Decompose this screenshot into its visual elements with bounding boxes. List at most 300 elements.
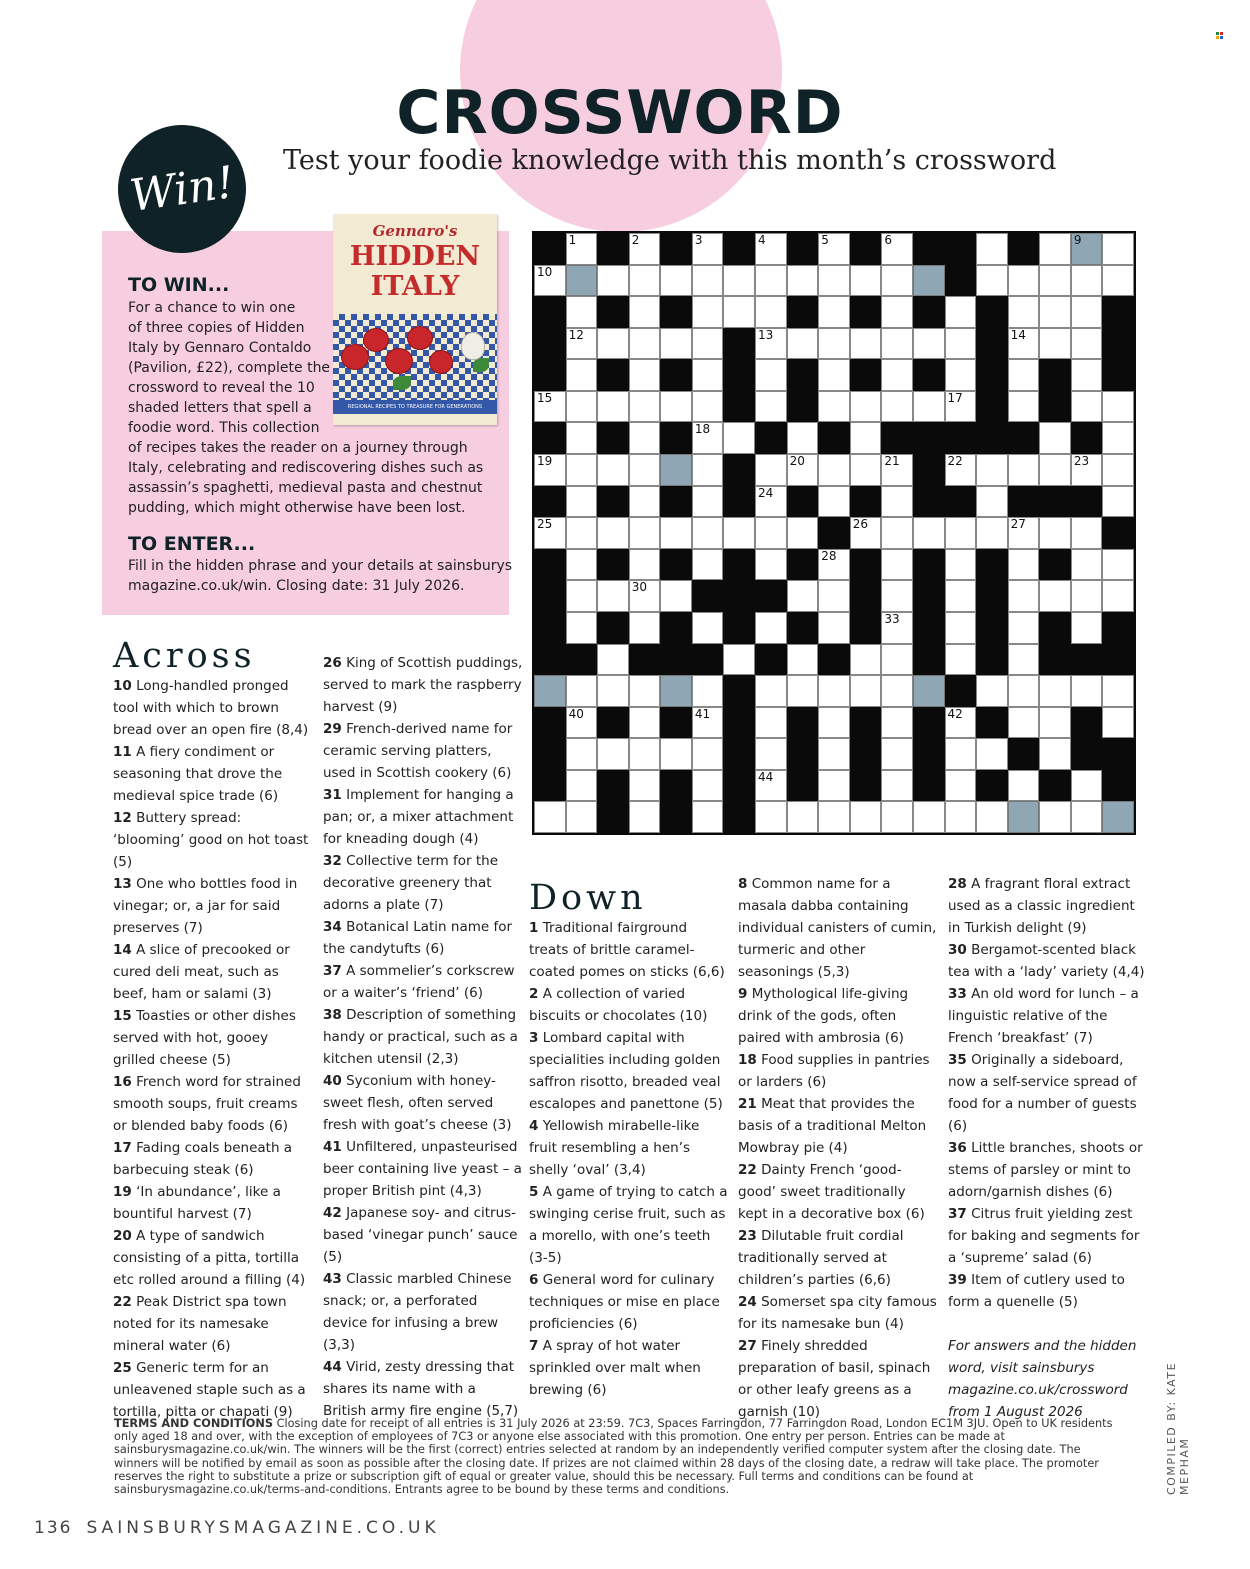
grid-cell[interactable] <box>818 296 850 328</box>
clue: 11 A fiery condiment or seasoning that drove the medieval spice trade (6) <box>113 744 283 804</box>
clue-number: 44 <box>758 769 774 784</box>
grid-cell[interactable] <box>1102 233 1134 265</box>
grid-cell[interactable] <box>881 265 913 297</box>
grid-cell[interactable] <box>755 486 787 518</box>
clue: 40 Syconium with honey-sweet flesh, often served fresh with goat’s cheese (3) <box>323 1073 512 1133</box>
grid-cell[interactable] <box>629 612 661 644</box>
grid-cell[interactable] <box>692 675 724 707</box>
grid-cell[interactable] <box>755 328 787 360</box>
grid-cell[interactable] <box>787 801 819 833</box>
clue-number: 22 <box>947 454 963 469</box>
grid-cell[interactable] <box>976 265 1008 297</box>
grid-cell[interactable] <box>597 675 629 707</box>
grid-cell[interactable] <box>1102 391 1134 423</box>
grid-cell[interactable] <box>818 486 850 518</box>
grid-cell[interactable] <box>566 707 598 739</box>
grid-cell[interactable] <box>1039 233 1071 265</box>
grid-cell[interactable] <box>945 454 977 486</box>
grid-cell[interactable] <box>1071 454 1103 486</box>
clue-number: 33 <box>884 611 900 626</box>
grid-cell[interactable] <box>755 517 787 549</box>
grid-cell[interactable] <box>850 454 882 486</box>
grid-cell[interactable] <box>1071 359 1103 391</box>
garlic-icon <box>461 332 485 360</box>
grid-cell[interactable] <box>597 328 629 360</box>
grid-cell[interactable] <box>787 644 819 676</box>
grid-cell[interactable] <box>881 612 913 644</box>
grid-cell[interactable] <box>850 517 882 549</box>
clue: 20 A type of sandwich consisting of a pitta, tortilla etc rolled around a filling (4) <box>113 1228 306 1288</box>
grid-cell[interactable] <box>566 675 598 707</box>
grid-cell[interactable] <box>566 612 598 644</box>
grid-cell[interactable] <box>881 517 913 549</box>
grid-cell[interactable] <box>629 549 661 581</box>
grid-cell[interactable] <box>945 770 977 802</box>
grid-cell[interactable] <box>660 328 692 360</box>
grid-cell[interactable] <box>723 422 755 454</box>
grid-cell[interactable] <box>818 549 850 581</box>
clue-number: 12 <box>568 327 584 342</box>
grid-cell[interactable] <box>1039 707 1071 739</box>
grid-cell[interactable] <box>1008 296 1040 328</box>
grid-cell[interactable] <box>723 517 755 549</box>
clue: 14 A slice of precooked or cured deli meat, such as beef, ham or salami (3) <box>113 942 290 1002</box>
clue: 43 Classic marbled Chinese snack; or, a perforated device for infusing a brew (3,3) <box>323 1271 512 1353</box>
grid-cell[interactable] <box>629 422 661 454</box>
clue-number: 9 <box>1073 233 1082 247</box>
clue: 25 Generic term for an unleavened staple such as a tortilla, pitta or chapati (9) <box>113 1360 306 1420</box>
grid-cell[interactable] <box>945 580 977 612</box>
grid-cell[interactable] <box>692 391 724 423</box>
grid-cell[interactable] <box>850 801 882 833</box>
grid-cell[interactable] <box>976 738 1008 770</box>
shaded-cell[interactable] <box>566 265 598 297</box>
grid-cell[interactable] <box>566 580 598 612</box>
grid-cell[interactable] <box>850 265 882 297</box>
grid-cell[interactable] <box>755 454 787 486</box>
to-win-heading: TO WIN... <box>128 274 230 296</box>
grid-cell[interactable] <box>881 738 913 770</box>
grid-cell[interactable] <box>1008 644 1040 676</box>
grid-cell[interactable] <box>629 770 661 802</box>
grid-cell[interactable] <box>1102 549 1134 581</box>
clue-number: 24 <box>758 485 774 500</box>
shaded-cell[interactable] <box>913 675 945 707</box>
grid-cell[interactable] <box>787 265 819 297</box>
clue: 9 Mythological life-giving drink of the gods, often paired with ambrosia (6) <box>738 986 909 1046</box>
clue: 1 Traditional fairground treats of brittle caramel-coated pomes on sticks (6,6) <box>529 920 725 980</box>
grid-cell[interactable] <box>629 738 661 770</box>
grid-cell[interactable] <box>945 644 977 676</box>
grid-cell[interactable] <box>755 296 787 328</box>
grid-cell[interactable] <box>1071 675 1103 707</box>
win-badge: Win! <box>110 117 255 262</box>
grid-cell[interactable] <box>692 801 724 833</box>
grid-cell[interactable] <box>566 486 598 518</box>
grid-cell[interactable] <box>787 580 819 612</box>
down-clues-column-2 <box>738 873 938 1423</box>
tomato-icon <box>407 326 433 350</box>
grid-cell[interactable] <box>881 454 913 486</box>
grid-cell[interactable] <box>787 328 819 360</box>
grid-cell[interactable] <box>755 549 787 581</box>
grid-cell[interactable] <box>566 391 598 423</box>
grid-cell[interactable] <box>1039 517 1071 549</box>
grid-cell[interactable] <box>692 454 724 486</box>
clue-number: 25 <box>537 517 553 532</box>
grid-cell[interactable] <box>881 644 913 676</box>
grid-cell[interactable] <box>818 328 850 360</box>
clue: 5 A game of trying to catch a swinging cerise fruit, such as a morello, with one’s teeth (3-5) <box>529 1184 728 1266</box>
clue: 39 Item of cutlery used to form a quenelle (5) <box>948 1272 1125 1310</box>
grid-cell[interactable] <box>629 707 661 739</box>
clue-number: 13 <box>758 327 774 342</box>
grid-cell[interactable] <box>629 580 661 612</box>
down-clues-column-1 <box>529 917 729 1401</box>
grid-cell[interactable] <box>1008 612 1040 644</box>
grid-cell[interactable] <box>534 517 566 549</box>
grid-cell[interactable] <box>1008 328 1040 360</box>
corner-logo-icon <box>1216 32 1223 39</box>
grid-cell[interactable] <box>818 233 850 265</box>
grid-cell[interactable] <box>818 675 850 707</box>
grid-cell[interactable] <box>597 644 629 676</box>
site-url: SAINSBURYSMAGAZINE.CO.UK <box>86 1518 440 1538</box>
grid-cell[interactable] <box>1071 265 1103 297</box>
grid-cell[interactable] <box>692 612 724 644</box>
grid-cell[interactable] <box>881 296 913 328</box>
grid-cell[interactable] <box>913 517 945 549</box>
grid-cell[interactable] <box>945 801 977 833</box>
grid-cell[interactable] <box>629 359 661 391</box>
grid-cell[interactable] <box>945 391 977 423</box>
grid-cell[interactable] <box>1039 265 1071 297</box>
grid-cell[interactable] <box>976 486 1008 518</box>
grid-cell[interactable] <box>1102 422 1134 454</box>
clue: 29 French-derived name for ceramic serving platters, used in Scottish cookery (6) <box>323 721 513 781</box>
clue: 7 A spray of hot water sprinkled over malt when brewing (6) <box>529 1338 701 1398</box>
grid-cell[interactable] <box>1039 580 1071 612</box>
grid-cell[interactable] <box>660 738 692 770</box>
grid-cell[interactable] <box>818 738 850 770</box>
grid-cell[interactable] <box>1071 328 1103 360</box>
grid-cell[interactable] <box>534 265 566 297</box>
answers-note: For answers and the hidden word, visit sainsburys magazine.co.uk/crossword from 1 August 2026 <box>948 1338 1137 1420</box>
grid-cell[interactable] <box>881 391 913 423</box>
grid-cell[interactable] <box>755 612 787 644</box>
grid-cell[interactable] <box>913 801 945 833</box>
across-clues-column-2 <box>323 652 523 1422</box>
grid-cell[interactable] <box>629 233 661 265</box>
grid-cell[interactable] <box>818 580 850 612</box>
grid-cell[interactable] <box>1039 801 1071 833</box>
grid-cell[interactable] <box>629 517 661 549</box>
clue: 22 Dainty French ‘good-good’ sweet traditionally kept in a decorative box (6) <box>738 1162 925 1222</box>
grid-cell[interactable] <box>566 296 598 328</box>
grid-cell[interactable] <box>660 580 692 612</box>
grid-cell[interactable] <box>818 454 850 486</box>
grid-cell[interactable] <box>818 265 850 297</box>
grid-cell[interactable] <box>597 517 629 549</box>
page-footer <box>34 1518 440 1538</box>
clue: 26 King of Scottish puddings, served to mark the raspberry harvest (9) <box>323 655 523 715</box>
clue-number: 6 <box>884 233 892 247</box>
grid-cell[interactable] <box>566 328 598 360</box>
grid-cell[interactable] <box>881 486 913 518</box>
grid-cell[interactable] <box>1071 580 1103 612</box>
grid-cell[interactable] <box>629 454 661 486</box>
grid-cell[interactable] <box>1071 517 1103 549</box>
grid-cell[interactable] <box>913 328 945 360</box>
grid-cell[interactable] <box>1008 517 1040 549</box>
clue-number: 19 <box>537 454 553 469</box>
grid-cell[interactable] <box>1039 738 1071 770</box>
grid-cell[interactable] <box>913 391 945 423</box>
grid-cell[interactable] <box>881 801 913 833</box>
grid-cell[interactable] <box>881 328 913 360</box>
clue: 34 Botanical Latin name for the candytufts (6) <box>323 919 513 957</box>
clue: 38 Description of something handy or practical, such as a kitchen utensil (2,3) <box>323 1007 518 1067</box>
grid-cell[interactable] <box>1071 549 1103 581</box>
clue: 16 French word for strained smooth soups, fruit creams or blended baby foods (6) <box>113 1074 301 1134</box>
grid-cell[interactable] <box>881 233 913 265</box>
grid-cell[interactable] <box>881 549 913 581</box>
grid-cell[interactable] <box>566 549 598 581</box>
grid-cell[interactable] <box>692 707 724 739</box>
clue: 18 Food supplies in pantries or larders (6) <box>738 1052 930 1090</box>
grid-cell[interactable] <box>976 233 1008 265</box>
grid-cell[interactable] <box>1008 265 1040 297</box>
grid-cell[interactable] <box>818 707 850 739</box>
shaded-cell[interactable] <box>660 454 692 486</box>
grid-cell[interactable] <box>1008 675 1040 707</box>
clue: 24 Somerset spa city famous for its namesake bun (4) <box>738 1294 937 1332</box>
clue: 31 Implement for hanging a pan; or, a mixer attachment for kneading dough (4) <box>323 787 514 847</box>
grid-cell[interactable] <box>597 391 629 423</box>
grid-cell[interactable] <box>945 549 977 581</box>
grid-cell[interactable] <box>945 738 977 770</box>
grid-cell[interactable] <box>597 454 629 486</box>
grid-cell[interactable] <box>534 801 566 833</box>
grid-cell[interactable] <box>1102 675 1134 707</box>
terms-and-conditions: TERMS AND CONDITIONS Closing date for receipt of all entries is 31 July 2026 at 23:59. 7C3, Spaces Farringdon, 77 Farringdon Road, London EC1M 3JU. Open to UK residents only aged 18 and over, with the exception of employees of 7C3 or anyone else associated with this promotion. One entry per person. Entries can be made at sainsburysmagazine.co.uk/win. The winners will be the first (correct) entries selected at random by an independently verified computer system after the closing date. The winners will be notified by email as soon as possible after the closing date. If prizes are not claimed within 28 days of the closing date, a redraw will take place. The promoter reserves the right to substitute a prize or subscription gift of equal or greater value, should this be necessary. Full terms and conditions can be found at sainsburysmagazine.co.uk/terms-and-conditions. Entrants agree to be bound by these terms and conditions. <box>114 1417 1113 1497</box>
grid-cell[interactable] <box>1071 296 1103 328</box>
grid-cell[interactable] <box>850 644 882 676</box>
tomato-icon <box>341 344 369 370</box>
grid-cell[interactable] <box>850 391 882 423</box>
grid-cell[interactable] <box>1102 454 1134 486</box>
grid-cell[interactable] <box>1071 801 1103 833</box>
shaded-cell[interactable] <box>1008 801 1040 833</box>
grid-cell[interactable] <box>1039 328 1071 360</box>
shaded-cell[interactable] <box>1102 801 1134 833</box>
clue: 30 Bergamot-scented black tea with a ‘lady’ variety (4,4) <box>948 942 1145 980</box>
grid-cell[interactable] <box>692 486 724 518</box>
grid-cell[interactable] <box>629 296 661 328</box>
grid-cell[interactable] <box>629 486 661 518</box>
shaded-cell[interactable] <box>534 675 566 707</box>
grid-cell[interactable] <box>692 359 724 391</box>
grid-cell[interactable] <box>787 454 819 486</box>
grid-cell[interactable] <box>818 359 850 391</box>
grid-cell[interactable] <box>723 644 755 676</box>
grid-cell[interactable] <box>818 391 850 423</box>
grid-cell[interactable] <box>787 422 819 454</box>
grid-cell[interactable] <box>692 265 724 297</box>
clue-number: 18 <box>694 422 711 437</box>
tomato-icon <box>385 348 413 374</box>
down-clues-column-3 <box>948 873 1148 1423</box>
grid-cell[interactable] <box>566 770 598 802</box>
clue-number: 4 <box>758 233 766 247</box>
shaded-cell[interactable] <box>1071 233 1103 265</box>
grid-cell[interactable] <box>755 770 787 802</box>
clue-number: 15 <box>537 390 553 405</box>
grid-cell[interactable] <box>692 233 724 265</box>
grid-cell[interactable] <box>755 265 787 297</box>
grid-cell[interactable] <box>818 612 850 644</box>
grid-cell[interactable] <box>692 770 724 802</box>
grid-cell[interactable] <box>755 707 787 739</box>
grid-cell[interactable] <box>945 707 977 739</box>
grid-cell[interactable] <box>787 517 819 549</box>
grid-cell[interactable] <box>534 391 566 423</box>
clue: 8 Common name for a masala dabba containing individual canisters of cumin, turmeric and other seasonings (5,3) <box>738 876 937 980</box>
clue-number: 21 <box>884 454 900 469</box>
grid-cell[interactable] <box>1008 359 1040 391</box>
grid-cell[interactable] <box>566 359 598 391</box>
grid-cell[interactable] <box>818 770 850 802</box>
grid-cell[interactable] <box>692 296 724 328</box>
grid-cell[interactable] <box>976 454 1008 486</box>
grid-cell[interactable] <box>1102 486 1134 518</box>
grid-cell[interactable] <box>660 391 692 423</box>
grid-cell[interactable] <box>755 675 787 707</box>
clue-number: 14 <box>1010 327 1026 342</box>
grid-cell[interactable] <box>692 549 724 581</box>
clue: 36 Little branches, shoots or stems of parsley or mint to adorn/garnish dishes (6) <box>948 1140 1143 1200</box>
grid-cell[interactable] <box>629 328 661 360</box>
grid-cell[interactable] <box>755 391 787 423</box>
grid-cell[interactable] <box>976 675 1008 707</box>
clue: 41 Unfiltered, unpasteurised beer containing live yeast – a proper British pint (4,3) <box>323 1139 522 1199</box>
grid-cell[interactable] <box>566 517 598 549</box>
grid-cell[interactable] <box>692 517 724 549</box>
book-cover <box>333 214 497 425</box>
grid-cell[interactable] <box>881 675 913 707</box>
grid-cell[interactable] <box>787 675 819 707</box>
grid-cell[interactable] <box>850 422 882 454</box>
grid-cell[interactable] <box>1071 770 1103 802</box>
grid-cell[interactable] <box>629 801 661 833</box>
clue: 12 Buttery spread: ‘blooming’ good on hot toast (5) <box>113 810 309 870</box>
grid-cell[interactable] <box>566 454 598 486</box>
grid-cell[interactable] <box>692 328 724 360</box>
clue: 44 Virid, zesty dressing that shares its name with a British army fire engine (5,7) <box>323 1359 519 1419</box>
grid-cell[interactable] <box>755 233 787 265</box>
grid-cell[interactable] <box>566 801 598 833</box>
grid-cell[interactable] <box>1102 580 1134 612</box>
grid-cell[interactable] <box>692 738 724 770</box>
grid-cell[interactable] <box>1008 770 1040 802</box>
grid-cell[interactable] <box>881 770 913 802</box>
crossword-grid <box>532 231 1136 835</box>
shaded-cell[interactable] <box>660 675 692 707</box>
grid-cell[interactable] <box>945 359 977 391</box>
grid-cell[interactable] <box>629 265 661 297</box>
clue: 15 Toasties or other dishes served with hot, gooey grilled cheese (5) <box>113 1008 296 1068</box>
grid-cell[interactable] <box>1039 422 1071 454</box>
grid-cell[interactable] <box>597 580 629 612</box>
clue: 3 Lombard capital with specialities including golden saffron risotto, breaded veal escalopes and panettone (5) <box>529 1030 723 1112</box>
grid-cell[interactable] <box>945 328 977 360</box>
book-tagline: REGIONAL RECIPES TO TREASURE FOR GENERATIONS <box>333 400 497 414</box>
grid-cell[interactable] <box>1102 707 1134 739</box>
grid-cell[interactable] <box>692 422 724 454</box>
grid-cell[interactable] <box>1008 707 1040 739</box>
grid-cell[interactable] <box>1008 391 1040 423</box>
grid-cell[interactable] <box>1071 391 1103 423</box>
clue-number: 2 <box>631 233 640 247</box>
grid-cell[interactable] <box>976 517 1008 549</box>
grid-cell[interactable] <box>1039 675 1071 707</box>
grid-cell[interactable] <box>976 801 1008 833</box>
grid-cell[interactable] <box>1008 454 1040 486</box>
grid-cell[interactable] <box>1008 549 1040 581</box>
grid-cell[interactable] <box>850 675 882 707</box>
grid-cell[interactable] <box>755 359 787 391</box>
grid-cell[interactable] <box>629 675 661 707</box>
grid-cell[interactable] <box>1039 454 1071 486</box>
grid-cell[interactable] <box>1039 296 1071 328</box>
page-subtitle: Test your foodie knowledge with this month’s crossword <box>283 145 1057 176</box>
grid-cell[interactable] <box>1102 265 1134 297</box>
grid-cell[interactable] <box>881 359 913 391</box>
grid-cell[interactable] <box>881 580 913 612</box>
grid-cell[interactable] <box>534 454 566 486</box>
grid-cell[interactable] <box>660 517 692 549</box>
grid-cell[interactable] <box>597 738 629 770</box>
clue: 6 General word for culinary techniques or mise en place proficiencies (6) <box>529 1272 720 1332</box>
shaded-cell[interactable] <box>913 265 945 297</box>
clue: 32 Collective term for the decorative greenery that adorns a plate (7) <box>323 853 498 913</box>
grid-cell[interactable] <box>945 296 977 328</box>
grid-cell[interactable] <box>723 296 755 328</box>
grid-cell[interactable] <box>566 422 598 454</box>
grid-cell[interactable] <box>566 738 598 770</box>
grid-cell[interactable] <box>818 801 850 833</box>
grid-cell[interactable] <box>723 265 755 297</box>
grid-cell[interactable] <box>1071 612 1103 644</box>
grid-cell[interactable] <box>597 265 629 297</box>
clue-number: 27 <box>1010 517 1026 532</box>
grid-cell[interactable] <box>945 517 977 549</box>
grid-cell[interactable] <box>1008 580 1040 612</box>
grid-cell[interactable] <box>881 707 913 739</box>
grid-cell[interactable] <box>755 738 787 770</box>
clue-number: 10 <box>537 264 553 279</box>
grid-cell[interactable] <box>850 328 882 360</box>
clue: 37 Citrus fruit yielding zest for baking and segments for a ‘supreme’ salad (6) <box>948 1206 1140 1266</box>
page-number: 136 <box>34 1518 73 1538</box>
grid-cell[interactable] <box>629 391 661 423</box>
grid-cell[interactable] <box>660 265 692 297</box>
clue-number: 3 <box>694 233 703 247</box>
grid-cell[interactable] <box>566 233 598 265</box>
grid-cell[interactable] <box>755 801 787 833</box>
grid-cell[interactable] <box>945 612 977 644</box>
clue-number: 26 <box>852 517 869 532</box>
